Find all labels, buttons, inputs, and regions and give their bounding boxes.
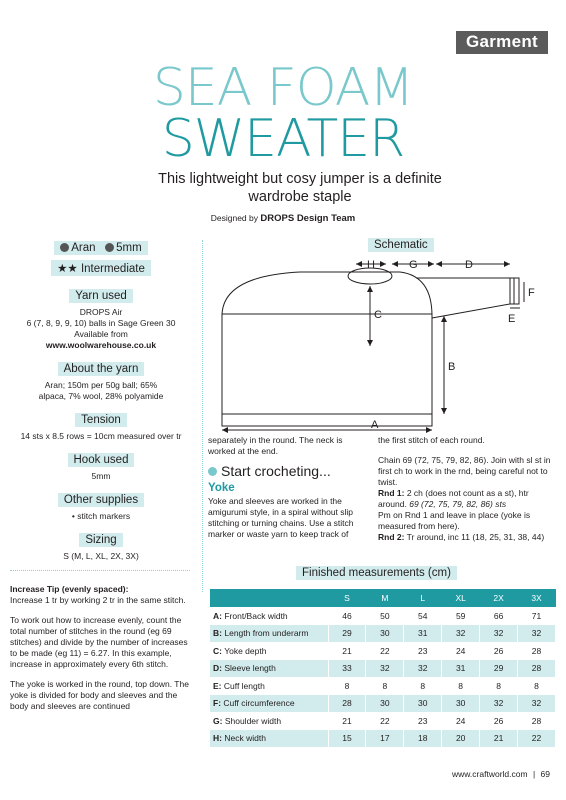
measurement-letter: D: [213,663,222,674]
table-header-size: 3X [518,589,556,607]
measurement-value: 46 [328,607,366,625]
schematic-letter-c: C [374,309,382,321]
measurement-value: 8 [328,677,366,695]
measurement-letter: C: [213,645,222,656]
table-header-size: S [328,589,366,607]
yarn-line-2: 6 (7, 8, 9, 9, 10) balls in Sage Green 30 [26,318,176,328]
tension-text: 14 sts x 8.5 rows = 10cm measured over tr [20,431,182,441]
measurement-value: 15 [328,730,366,748]
measurement-value: 30 [404,695,442,713]
measurement-value: 28 [518,642,556,660]
footer-site[interactable]: www.craftworld.com [451,769,528,779]
measurement-label: Length from underarm [224,628,309,639]
info-panel [10,238,192,570]
yarn-used-title: Yarn used [69,289,133,303]
rnd2-text: Tr around, inc 11 (18, 25, 31, 38, 44) [406,532,545,542]
table-header-size: L [404,589,442,607]
schematic-letter-f: F [528,287,535,299]
measurement-value: 54 [404,607,442,625]
rnd1 [378,488,554,510]
rnd1-text: 2 ch (does not count as a st), htr around. [378,488,529,509]
hook-icon [105,243,114,252]
measurement-value: 31 [442,660,480,678]
measurement-label: Sleeve length [224,663,276,674]
other-supplies-title: Other supplies [58,493,144,507]
yarn-used-section [10,286,192,351]
tip-para-3: The yoke is worked in the round, top down. The yoke is divided for body and sleeves and the body and sleeves are continued [10,679,189,711]
measurement-value: 33 [328,660,366,678]
measurement-value: 66 [480,607,518,625]
byline-prefix: Designed by [210,213,259,223]
measurement-name [210,607,328,625]
tip-text: Increase 1 tr by working 2 tr in the same stitch. [10,595,186,605]
measurement-value: 59 [442,607,480,625]
measurement-value: 8 [442,677,480,695]
table-row [210,660,556,678]
table-header-size: M [366,589,404,607]
rnd2-label: Rnd 2: [378,532,405,542]
column-divider [202,240,203,592]
measurement-value: 32 [442,625,480,643]
measurement-value: 21 [328,712,366,730]
measurement-value: 32 [480,695,518,713]
tip-title: Increase Tip (evenly spaced): [10,584,129,594]
about-yarn-section [10,359,192,402]
sizing-section [10,530,192,562]
category-badge: Garment [456,31,548,54]
page-number: 69 [540,769,550,779]
measurement-value: 28 [328,695,366,713]
measurement-value: 32 [480,625,518,643]
measurement-letter: H: [213,733,222,744]
measurement-value: 20 [442,730,480,748]
measurement-letter: B: [213,628,222,639]
hook-used-section [10,450,192,482]
start-heading [208,463,368,479]
measurement-value: 32 [518,695,556,713]
yarn-hook-pill [54,241,147,255]
tension-section [10,410,192,442]
measurement-value: 71 [518,607,556,625]
measurement-value: 8 [404,677,442,695]
measurement-value: 26 [480,642,518,660]
yarn-line-1: DROPS Air [79,307,123,317]
rnd1-count: 69 (72, 75, 79, 82, 86) sts [409,499,507,509]
table-header-blank [210,589,328,607]
stars-icon: ★★ [57,263,78,275]
col2-continuation: separately in the round. The neck is worked at the end. [208,435,343,456]
tension-title: Tension [75,413,127,427]
measurement-value: 23 [404,642,442,660]
about-yarn-text: Aran; 150m per 50g ball; 65% alpaca, 7% wool, 28% polyamide [38,380,164,401]
measurement-label: Yoke depth [224,645,267,656]
measurement-value: 28 [518,712,556,730]
yarn-weight: Aran [71,242,96,254]
title-line-2: SWEATER [161,109,405,169]
rnd2 [378,532,554,543]
table-row [210,730,556,748]
increase-tip [10,584,190,721]
measurement-value: 21 [480,730,518,748]
pm-instruction: Pm on Rnd 1 and leave in place (yoke is measured from here). [378,510,531,531]
measurement-label: Cuff circumference [223,698,295,709]
measurement-name [210,730,328,748]
measurement-name [210,677,328,695]
table-row [210,642,556,660]
sizing-title: Sizing [79,533,122,547]
hook-size: 5mm [116,242,142,254]
hook-used-title: Hook used [68,453,135,467]
table-row [210,677,556,695]
measurement-letter: F: [213,698,222,709]
measurement-name [210,712,328,730]
table-row [210,695,556,713]
measurements-title: Finished measurements (cm) [296,566,457,580]
pattern-column-3 [378,435,554,543]
schematic-letter-a: A [371,419,379,431]
title-line-1: SEA FOAM [152,58,414,118]
measurement-value: 24 [442,712,480,730]
table-header-row [210,589,556,607]
about-yarn-title: About the yarn [58,362,145,376]
schematic-letter-b: B [448,361,456,373]
hook-used-text: 5mm [91,471,111,481]
rnd1-label: Rnd 1: [378,488,405,498]
schematic-letter-e: E [508,313,516,325]
measurement-value: 50 [366,607,404,625]
measurement-value: 28 [518,660,556,678]
schematic-body [222,314,432,426]
other-supplies-text: • stitch markers [71,511,131,521]
yarn-line-3: Available from [74,329,128,339]
measurement-name [210,695,328,713]
measurement-label: Neck width [224,733,266,744]
measurement-value: 17 [366,730,404,748]
measurement-name [210,642,328,660]
table-row [210,712,556,730]
measurement-letter: G: [213,715,223,726]
measurement-name [210,660,328,678]
measurement-value: 8 [480,677,518,695]
table-row [210,625,556,643]
measurement-letter: A: [213,610,222,621]
measurement-value: 21 [328,642,366,660]
subtitle: This lightweight but cosy jumper is a definite wardrobe staple [158,171,442,205]
measurement-value: 8 [518,677,556,695]
left-divider [10,570,190,571]
bullet-icon [208,467,217,476]
measurement-label: Shoulder width [224,715,282,726]
schematic-diagram [210,254,556,434]
schematic-label: Schematic [368,238,434,252]
yoke-text: Yoke and sleeves are worked in the amigurumi style, in a spiral without slip stitching or turning chains. Use a stitch marker or waste yarn to keep track of [208,496,354,539]
level-pill [51,260,151,276]
byline [0,213,566,224]
measurement-value: 30 [366,625,404,643]
yoke-heading: Yoke [208,482,235,494]
measurements-body [210,607,556,747]
measurement-value: 18 [404,730,442,748]
schematic-letter-g: G [409,259,418,271]
measurement-value: 8 [366,677,404,695]
measurement-value: 22 [366,712,404,730]
chain-instruction: Chain 69 (72, 75, 79, 82, 86). Join with sl st in first ch to work in the rnd, being careful not to twist. [378,455,551,487]
measurement-name [210,625,328,643]
table-row [210,607,556,625]
measurement-value: 23 [404,712,442,730]
measurement-value: 30 [366,695,404,713]
table-header-size: 2X [480,589,518,607]
measurement-value: 31 [404,625,442,643]
measurement-value: 29 [328,625,366,643]
measurement-value: 26 [480,712,518,730]
measurement-label: Cuff length [223,680,265,691]
measurement-value: 30 [442,695,480,713]
yarn-link[interactable]: www.woolwarehouse.co.uk [45,340,157,350]
measurement-label: Front/Back width [224,610,288,621]
schematic-letter-h: H [367,259,375,271]
col3-continuation: the first stitch of each round. [378,435,485,445]
schematic-letter-d: D [465,259,473,271]
measurement-value: 22 [518,730,556,748]
start-heading-text: Start crocheting... [221,463,331,479]
yarn-ball-icon [60,243,69,252]
measurement-value: 29 [480,660,518,678]
measurement-value: 24 [442,642,480,660]
tip-para-2: To work out how to increase evenly, count the total number of stitches in the round (eg 69 stitches) and divide by the number of increases to be made (eg 11) = 6.27. In this example, increase in approximately every 6th stitch. [10,615,188,669]
schematic-yoke [222,272,432,316]
table-header-size: XL [442,589,480,607]
other-supplies-section [10,490,192,522]
footer: www.craftworld.com | 69 [451,769,550,779]
measurement-value: 32 [518,625,556,643]
measurement-value: 32 [366,660,404,678]
measurement-value: 22 [366,642,404,660]
byline-name: DROPS Design Team [260,213,356,224]
level-text: Intermediate [80,263,145,275]
measurement-letter: E: [213,680,222,691]
measurements-table [210,589,556,747]
measurement-value: 32 [404,660,442,678]
sizing-text: S (M, L, XL, 2X, 3X) [63,551,139,561]
pattern-column-2 [208,435,368,540]
